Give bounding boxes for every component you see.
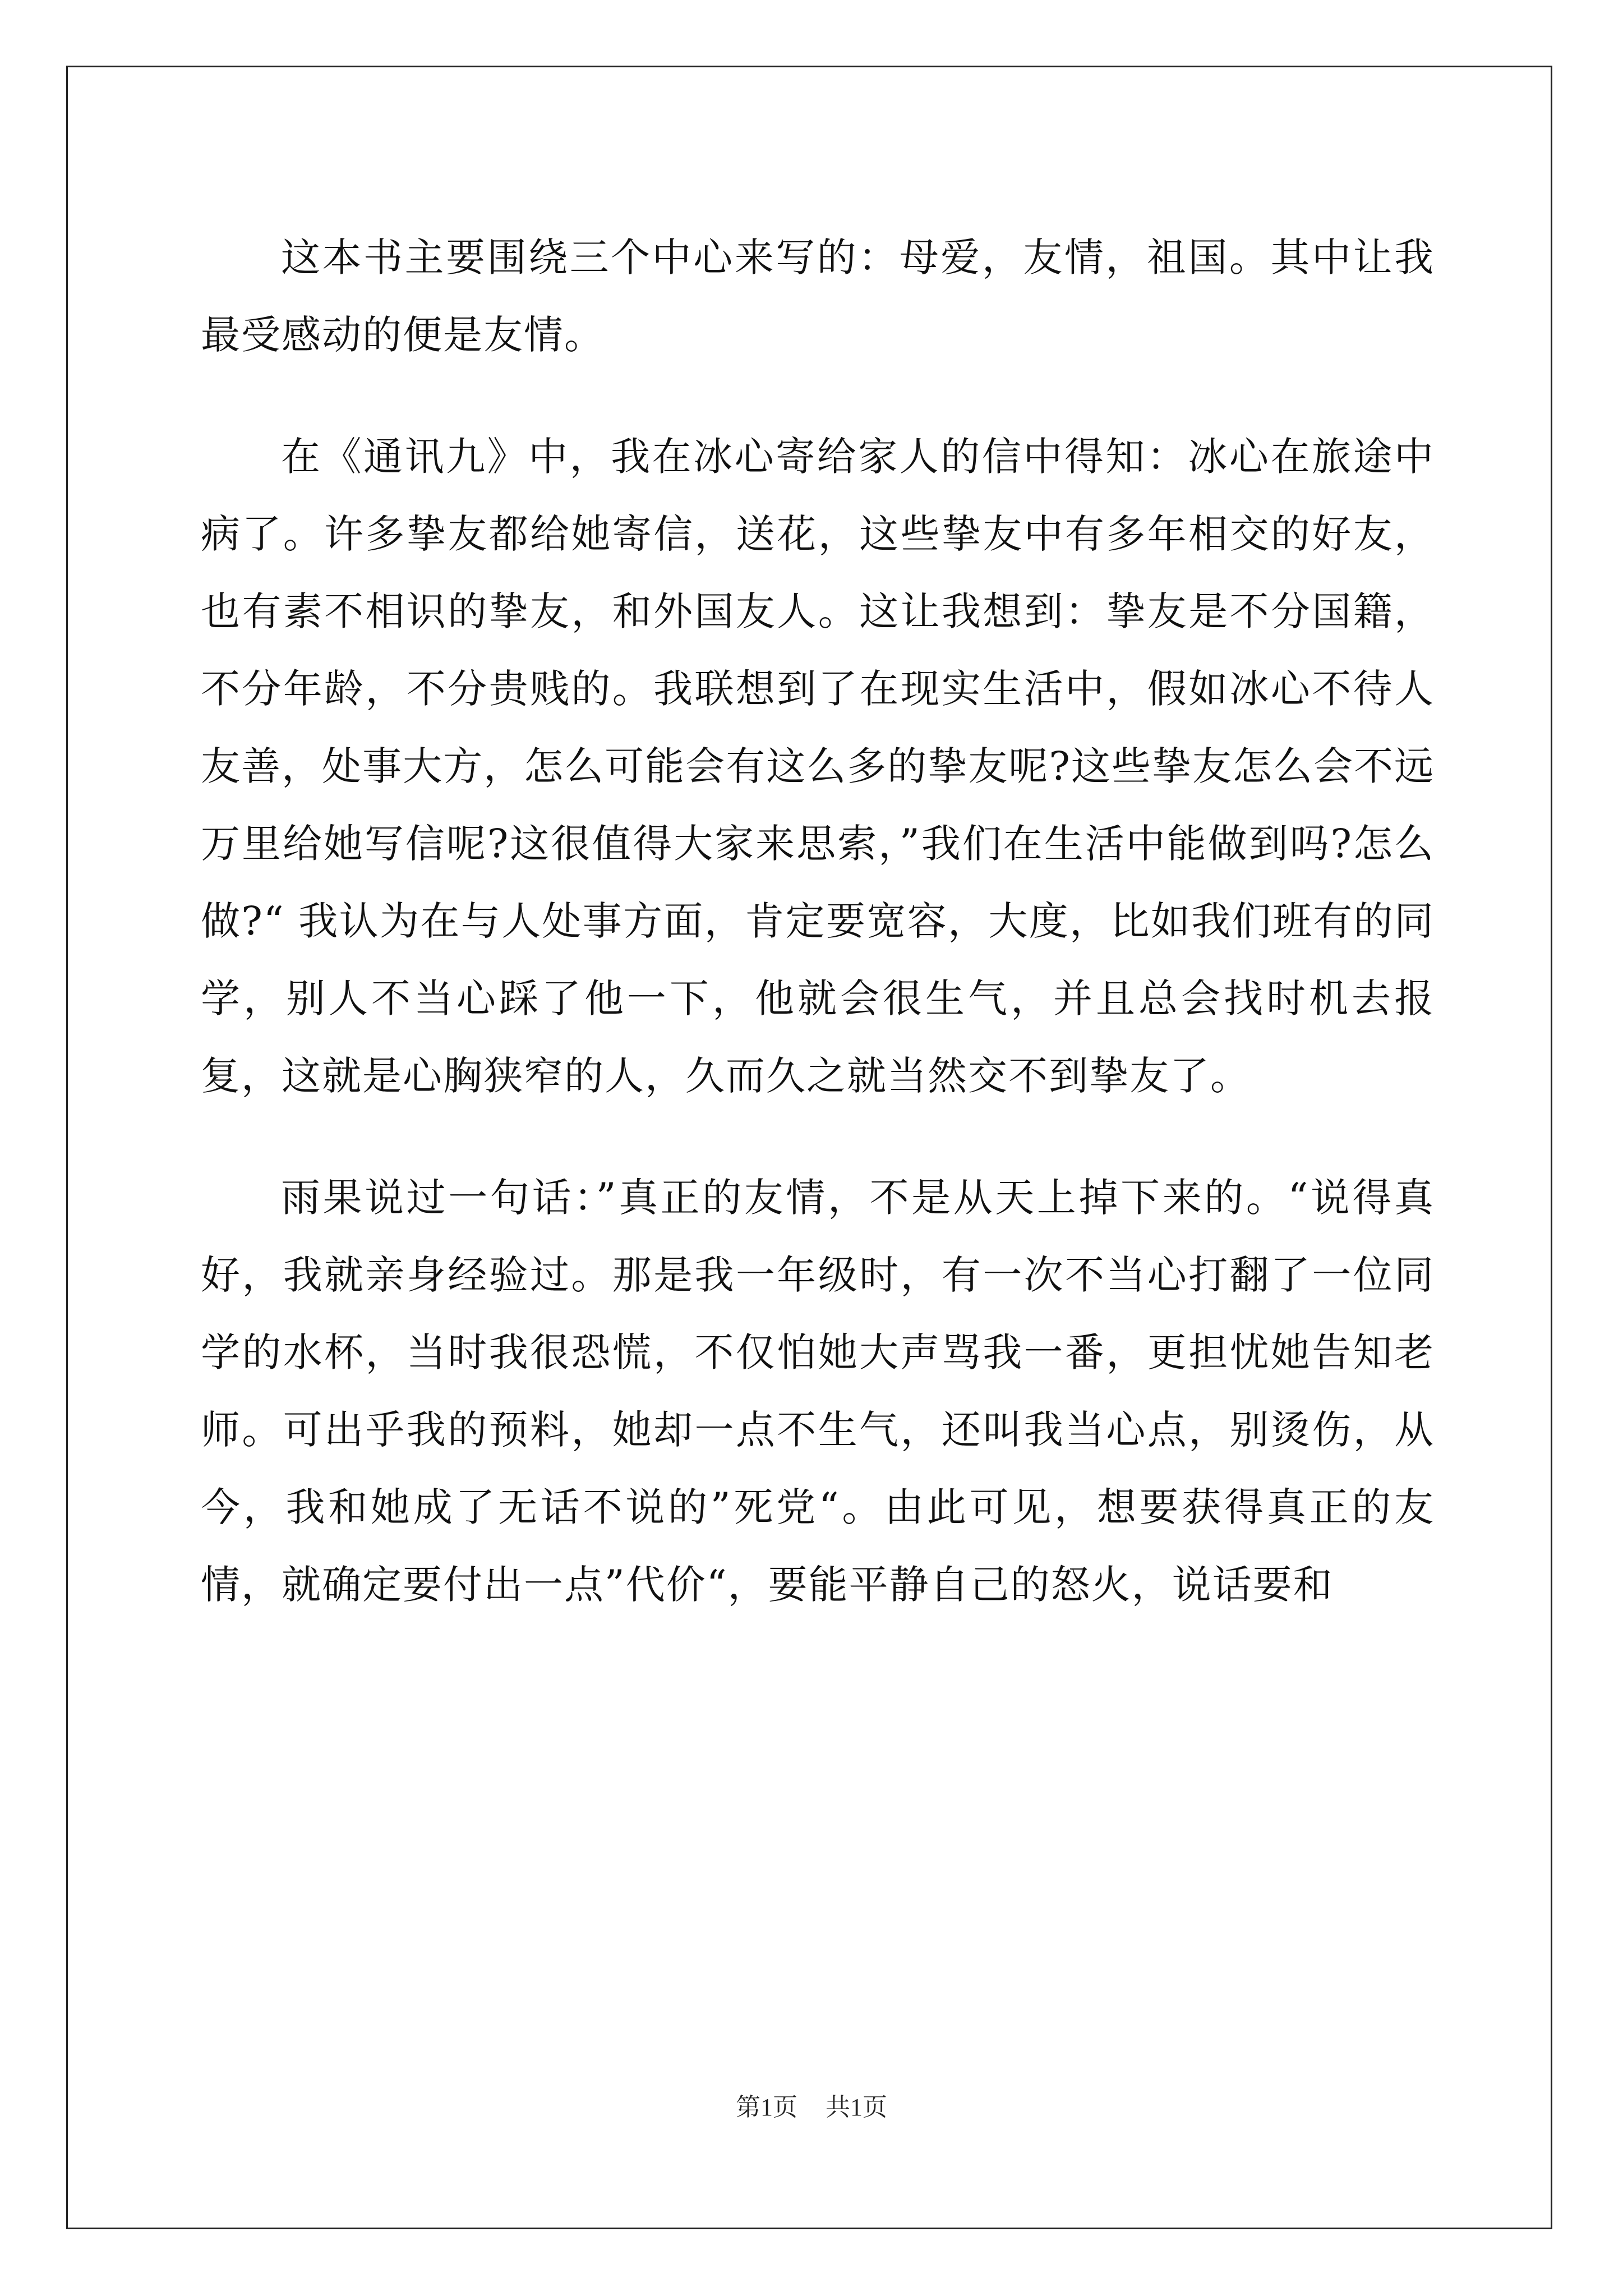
paragraph-1: 这本书主要围绕三个中心来写的：母爱，友情，祖国。其中让我最受感动的便是友情。 — [201, 234, 1435, 358]
page-number: 第1页 — [736, 2093, 797, 2121]
page-footer — [0, 2087, 1623, 2123]
paragraph-2: 在《通讯九》中，我在冰心寄给家人的信中得知：冰心在旅途中病了。许多挚友都给她寄信，送花，这些挚友中有多年相交的好友，也有素不相识的挚友，和外国友人。这让我想到：挚友是不分国籍，不分年龄，不分贵贱的。我联想到了在现实生活中，假如冰心不待人友善，处事大方，怎么可能会有这么多的挚友呢?这些挚友怎么会不远万里给她写信呢?这很值得大家来思索，”我们在生活中能做到吗?怎么 做?“ 我认为在与人处事方面，肯定要宽容，大度，比如我们班有的同学，别人不当心踩了他一下，他就会很生气，并且总会找时机去报复，这就是心胸狭窄的人，久而久之就当然交不到挚友了。 — [201, 434, 1435, 1099]
page-total: 共1页 — [826, 2093, 887, 2121]
paragraph-3: 雨果说过一句话：”真正的友情，不是从天上掉下来的。“说得真好，我就亲身经验过。那是我一年级时，有一次不当心打翻了一位同学的水杯，当时我很恐慌，不仅怕她大声骂我一番，更担忧她告知老师。可出乎我的预料，她却一点不生气，还叫我当心点，别烫伤，从今，我和她成了无话不说的”死党“。由此可见，想要获得真正的友情，就确定要付出一点”代价“，要能平静自己的怒火，说话要和 — [201, 1175, 1435, 1608]
document-body — [201, 219, 1435, 1668]
